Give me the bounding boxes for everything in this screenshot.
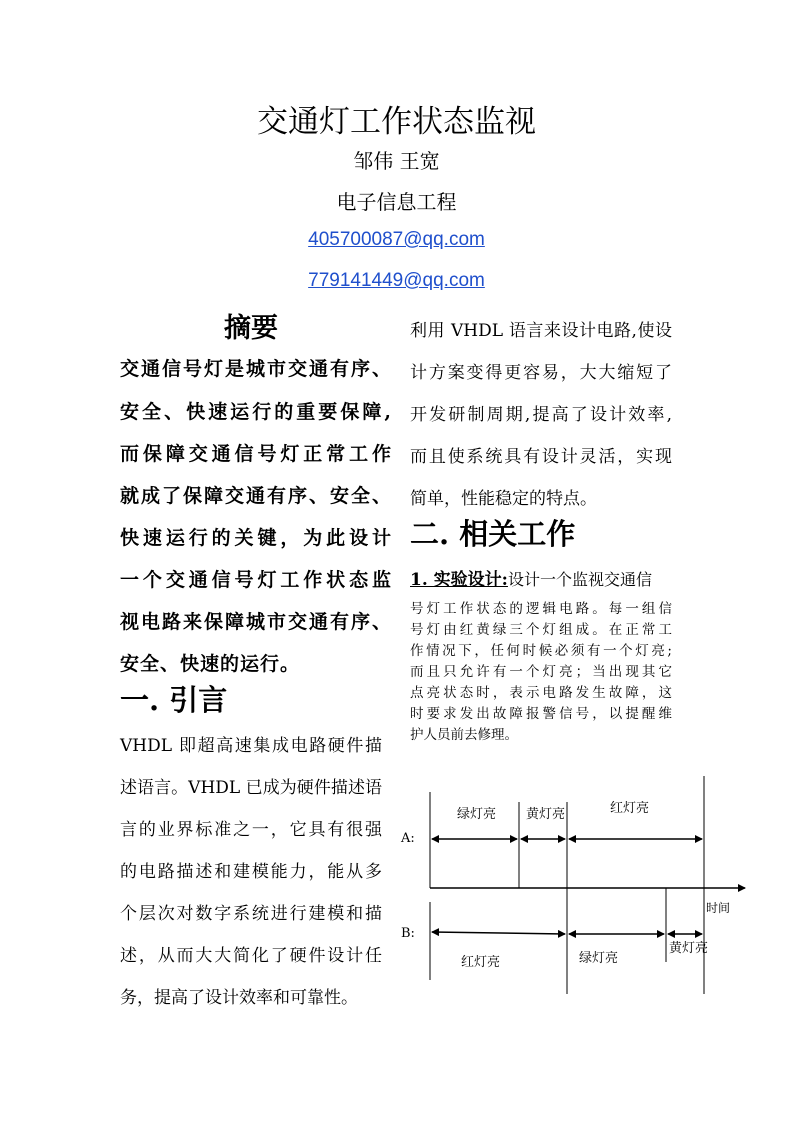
experiment-line: 点亮状态时，表示电路发生故障，这 <box>410 685 672 701</box>
email-link-2[interactable]: 779141449@qq.com <box>308 270 485 291</box>
department: 电子信息工程 <box>336 190 457 214</box>
section1-heading: 一. 引言 <box>120 683 228 717</box>
timing-diagram <box>395 770 755 1002</box>
section1-line: 的电路描述和建模能力，能从多 <box>120 862 382 882</box>
paper-title: 交通灯工作状态监视 <box>257 104 536 140</box>
b-red-label: 红灯亮 <box>461 955 501 970</box>
authors: 邹伟 王宽 <box>353 149 440 173</box>
abstract-line: 就成了保障交通有序、安全、 <box>120 485 392 507</box>
abstract-line: 而保障交通信号灯正常工作 <box>120 443 392 465</box>
experiment-first-line <box>410 565 652 590</box>
section2-heading: 二. 相关工作 <box>410 517 576 551</box>
abstract-heading: 摘要 <box>224 313 278 344</box>
abstract-line: 视电路来保障城市交通有序、 <box>120 611 392 633</box>
experiment-line: 作情况下，任何时候必须有一个灯亮; <box>410 643 672 659</box>
a-red-label: 红灯亮 <box>610 801 650 816</box>
section1-line: 述，从而大大简化了硬件设计任 <box>120 946 382 966</box>
row-a-label: A: <box>401 831 415 846</box>
intro-continued-line: 利用 VHDL 语言来设计电路,使设 <box>410 321 672 341</box>
intro-continued-line: 简单，性能稳定的特点。 <box>410 489 597 509</box>
intro-continued-line: 而且使系统具有设计灵活，实现 <box>410 447 672 467</box>
section1-line: 个层次对数字系统进行建模和描 <box>120 904 382 924</box>
a-yellow-label: 黄灯亮 <box>526 807 566 822</box>
b-green-label: 绿灯亮 <box>579 951 619 966</box>
section1-line: 务，提高了设计效率和可靠性。 <box>120 988 358 1008</box>
abstract-line: 安全、快速的运行。 <box>120 653 301 675</box>
a-green-label: 绿灯亮 <box>457 807 497 822</box>
abstract-line: 交通信号灯是城市交通有序、 <box>120 358 392 380</box>
experiment-label: 1. 实验设计: <box>410 570 508 590</box>
experiment-line: 而且只允许有一个灯亮；当出现其它 <box>410 664 672 680</box>
b-yellow-label: 黄灯亮 <box>669 941 709 956</box>
section1-line: 言的业界标准之一，它具有很强 <box>120 820 382 840</box>
email-link-1[interactable]: 405700087@qq.com <box>308 229 485 250</box>
abstract-line: 快速运行的关键，为此设计 <box>120 527 392 549</box>
experiment-line: 时要求发出故障报警信号，以提醒维 <box>410 706 672 722</box>
time-axis-label: 时间 <box>706 901 731 915</box>
section1-line: VHDL 即超高速集成电路硬件描 <box>120 736 382 756</box>
experiment-first-text: 设计一个监视交通信 <box>507 570 652 589</box>
experiment-line: 号灯由红黄绿三个灯组成。在正常工 <box>410 622 672 638</box>
experiment-line: 号灯工作状态的逻辑电路。每一组信 <box>410 601 672 617</box>
intro-continued-line: 计方案变得更容易，大大缩短了 <box>410 363 672 383</box>
section1-line: 述语言。VHDL 已成为硬件描述语 <box>120 778 382 798</box>
intro-continued-line: 开发研制周期,提高了设计效率, <box>410 405 672 425</box>
row-b-label: B: <box>401 926 415 941</box>
experiment-line: 护人员前去修理。 <box>410 727 518 743</box>
b-red-arrow <box>432 932 565 934</box>
abstract-line: 安全、快速运行的重要保障, <box>120 401 392 423</box>
abstract-line: 一个交通信号灯工作状态监 <box>120 569 392 591</box>
